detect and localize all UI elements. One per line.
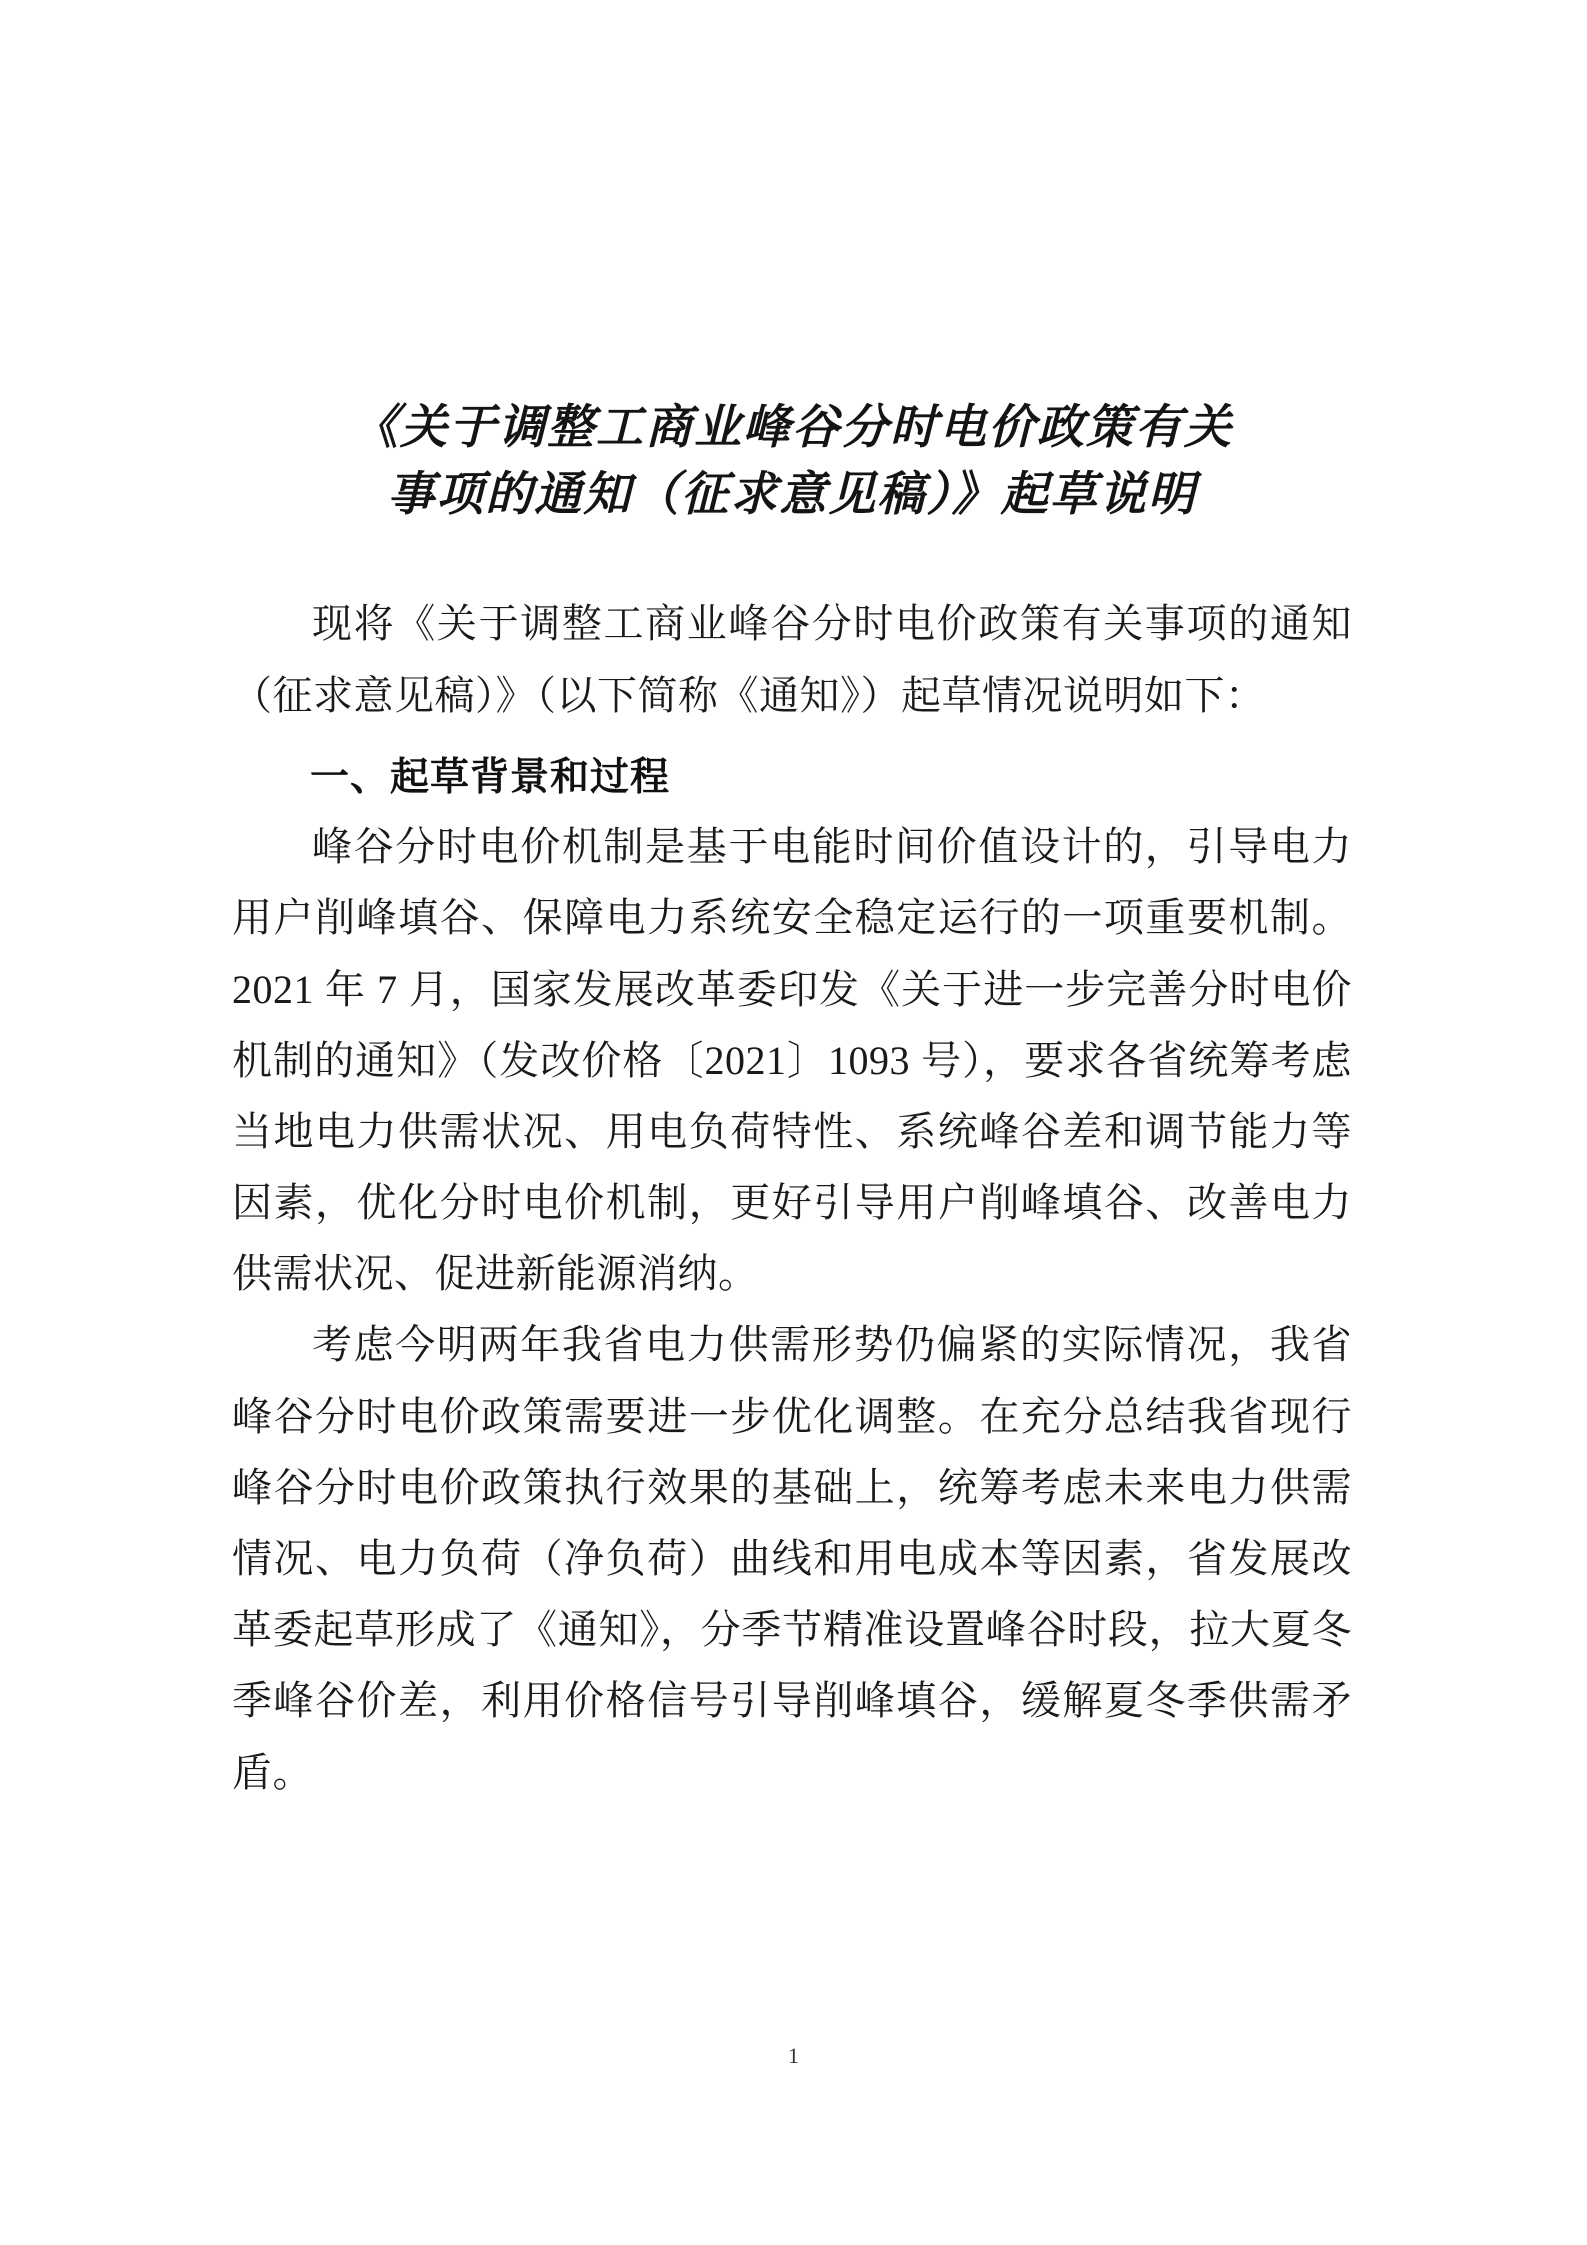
paragraph-situation: 考虑今明两年我省电力供需形势仍偏紧的实际情况，我省峰谷分时电价政策需要进一步优化调整。在充分总结我省现行峰谷分时电价政策执行效果的基础上，统筹考虑未来电力供需情况、电力负荷（净负荷）曲线和用电成本等因素，省发展改革委起草形成了《通知》，分季节精准设置峰谷时段，拉大夏冬季峰谷价差，利用价格信号引导削峰填谷，缓解夏冬季供需矛盾。 [232, 1322, 1352, 1795]
paragraph-background: 峰谷分时电价机制是基于电能时间价值设计的，引导电力用户削峰填谷、保障电力系统安全稳定运行的一项重要机制。2021 年 7 月，国家发展改革委印发《关于进一步完善分时电价机制的通知》（发改价格〔2021〕1093 号），要求各省统筹考虑当地电力供需状况、用电负荷特性、系统峰谷差和调节能力等因素，优化分时电价机制，更好引导用户削峰填谷、改善电力供需状况、促进新能源消纳。 [232, 824, 1352, 1297]
section-heading-one: 一、起草背景和过程 [310, 754, 671, 800]
page-title-line-1: 《关于调整工商业峰谷分时电价政策有关 [351, 400, 1233, 455]
document-content [232, 0, 1352, 1808]
page-title-line-2: 事项的通知（征求意见稿）》起草说明 [387, 466, 1197, 522]
page-title [232, 0, 1352, 528]
page-number: 1 [788, 2043, 799, 2068]
paragraph-intro: 现将《关于调整工商业峰谷分时电价政策有关事项的通知（征求意见稿）》（以下简称《通知》）起草情况说明如下： [232, 601, 1352, 718]
